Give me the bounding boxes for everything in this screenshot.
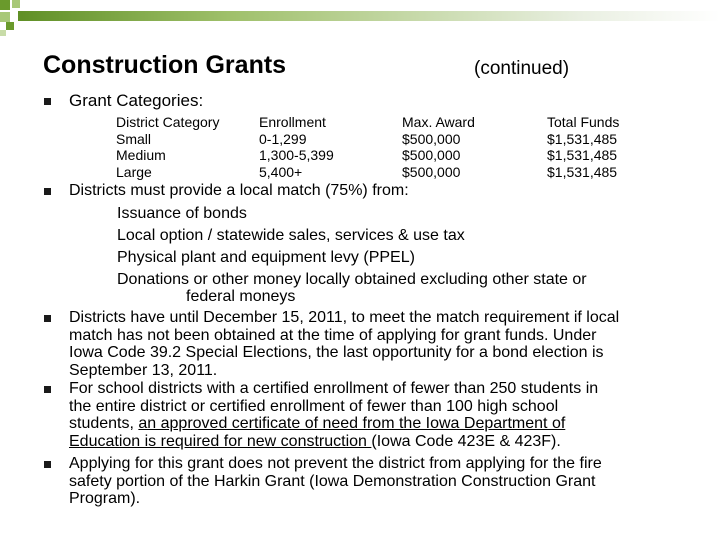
decorative-square <box>0 0 10 10</box>
paragraph-line: Program). <box>69 490 141 507</box>
decorative-header <box>0 0 720 40</box>
max-award-column <box>402 114 475 180</box>
table-cell: $1,531,485 <box>547 130 618 147</box>
table-cell: 0-1,299 <box>259 130 307 147</box>
bullet-icon <box>44 188 51 195</box>
paragraph-line: Applying for this grant does not prevent the district from applying for the fire <box>69 455 602 472</box>
underlined-requirement-text: an approved certificate of need from the Iowa Department of <box>138 415 566 432</box>
table-cell: Large <box>116 163 152 180</box>
underlined-requirement-text: Education is required for new construction <box>69 432 372 450</box>
match-source-item: Donations or other money locally obtained excluding other state or <box>117 271 587 288</box>
bullet-icon <box>44 461 51 468</box>
paragraph-line: safety portion of the Harkin Grant (Iowa Demonstration Construction Grant <box>69 472 596 490</box>
match-source-item: Physical plant and equipment levy (PPEL) <box>117 249 415 266</box>
plain-text: students, <box>69 415 139 432</box>
match-source-item-continuation: federal moneys <box>186 288 296 305</box>
table-cell: $1,531,485 <box>547 163 618 180</box>
paragraph-line: For school districts with a certified enrollment of fewer than 250 students in <box>69 380 599 397</box>
grant-categories-heading: Grant Categories: <box>69 91 204 110</box>
column-header: Max. Award <box>402 114 475 130</box>
bullet-icon <box>44 315 51 322</box>
category-column <box>116 114 219 180</box>
table-cell: $500,000 <box>402 147 461 163</box>
column-header: Enrollment <box>259 114 326 130</box>
local-match-text: Districts must provide a local match (75%) from: <box>69 182 409 199</box>
table-cell: 1,300-5,399 <box>259 147 334 163</box>
table-cell: 5,400+ <box>259 163 303 180</box>
page-title: Construction Grants <box>43 51 287 79</box>
paragraph-line: Iowa Code 39.2 Special Elections, the last opportunity for a bond election is <box>69 344 604 361</box>
paragraph-line: September 13, 2011. <box>69 361 218 379</box>
paragraph-line <box>69 415 598 433</box>
decorative-square <box>0 12 10 22</box>
table-cell: $1,531,485 <box>547 147 618 163</box>
small-districts-paragraph <box>69 380 598 450</box>
match-source-item: Local option / statewide sales, services & use tax <box>117 227 465 244</box>
table-cell: $500,000 <box>402 163 461 180</box>
bullet-icon <box>44 386 51 393</box>
column-header: Total Funds <box>547 114 620 130</box>
plain-text: (Iowa Code 423E & 423F). <box>371 432 561 450</box>
table-cell: Small <box>116 130 152 147</box>
decorative-gradient-bar <box>18 11 720 21</box>
table-cell: $500,000 <box>402 130 461 147</box>
column-header: District Category <box>116 114 220 130</box>
decorative-square <box>12 0 20 8</box>
harkin-paragraph <box>69 455 602 508</box>
paragraph-line: the entire district or certified enrollment of fewer than 100 high school <box>69 397 559 415</box>
total-funds-column <box>547 114 619 180</box>
paragraph-line: match has not been obtained at the time of applying for grant funds. Under <box>69 326 597 344</box>
continued-label: (continued) <box>474 58 570 79</box>
table-cell: Medium <box>116 147 166 163</box>
decorative-square <box>0 30 6 36</box>
enrollment-column <box>259 114 334 180</box>
paragraph-line <box>69 433 598 451</box>
match-source-item: Issuance of bonds <box>117 205 247 222</box>
paragraph-line: Districts have until December 15, 2011, to meet the match requirement if local <box>69 309 620 326</box>
bullet-icon <box>44 98 51 105</box>
deadline-paragraph <box>69 309 619 379</box>
decorative-square <box>6 22 14 30</box>
